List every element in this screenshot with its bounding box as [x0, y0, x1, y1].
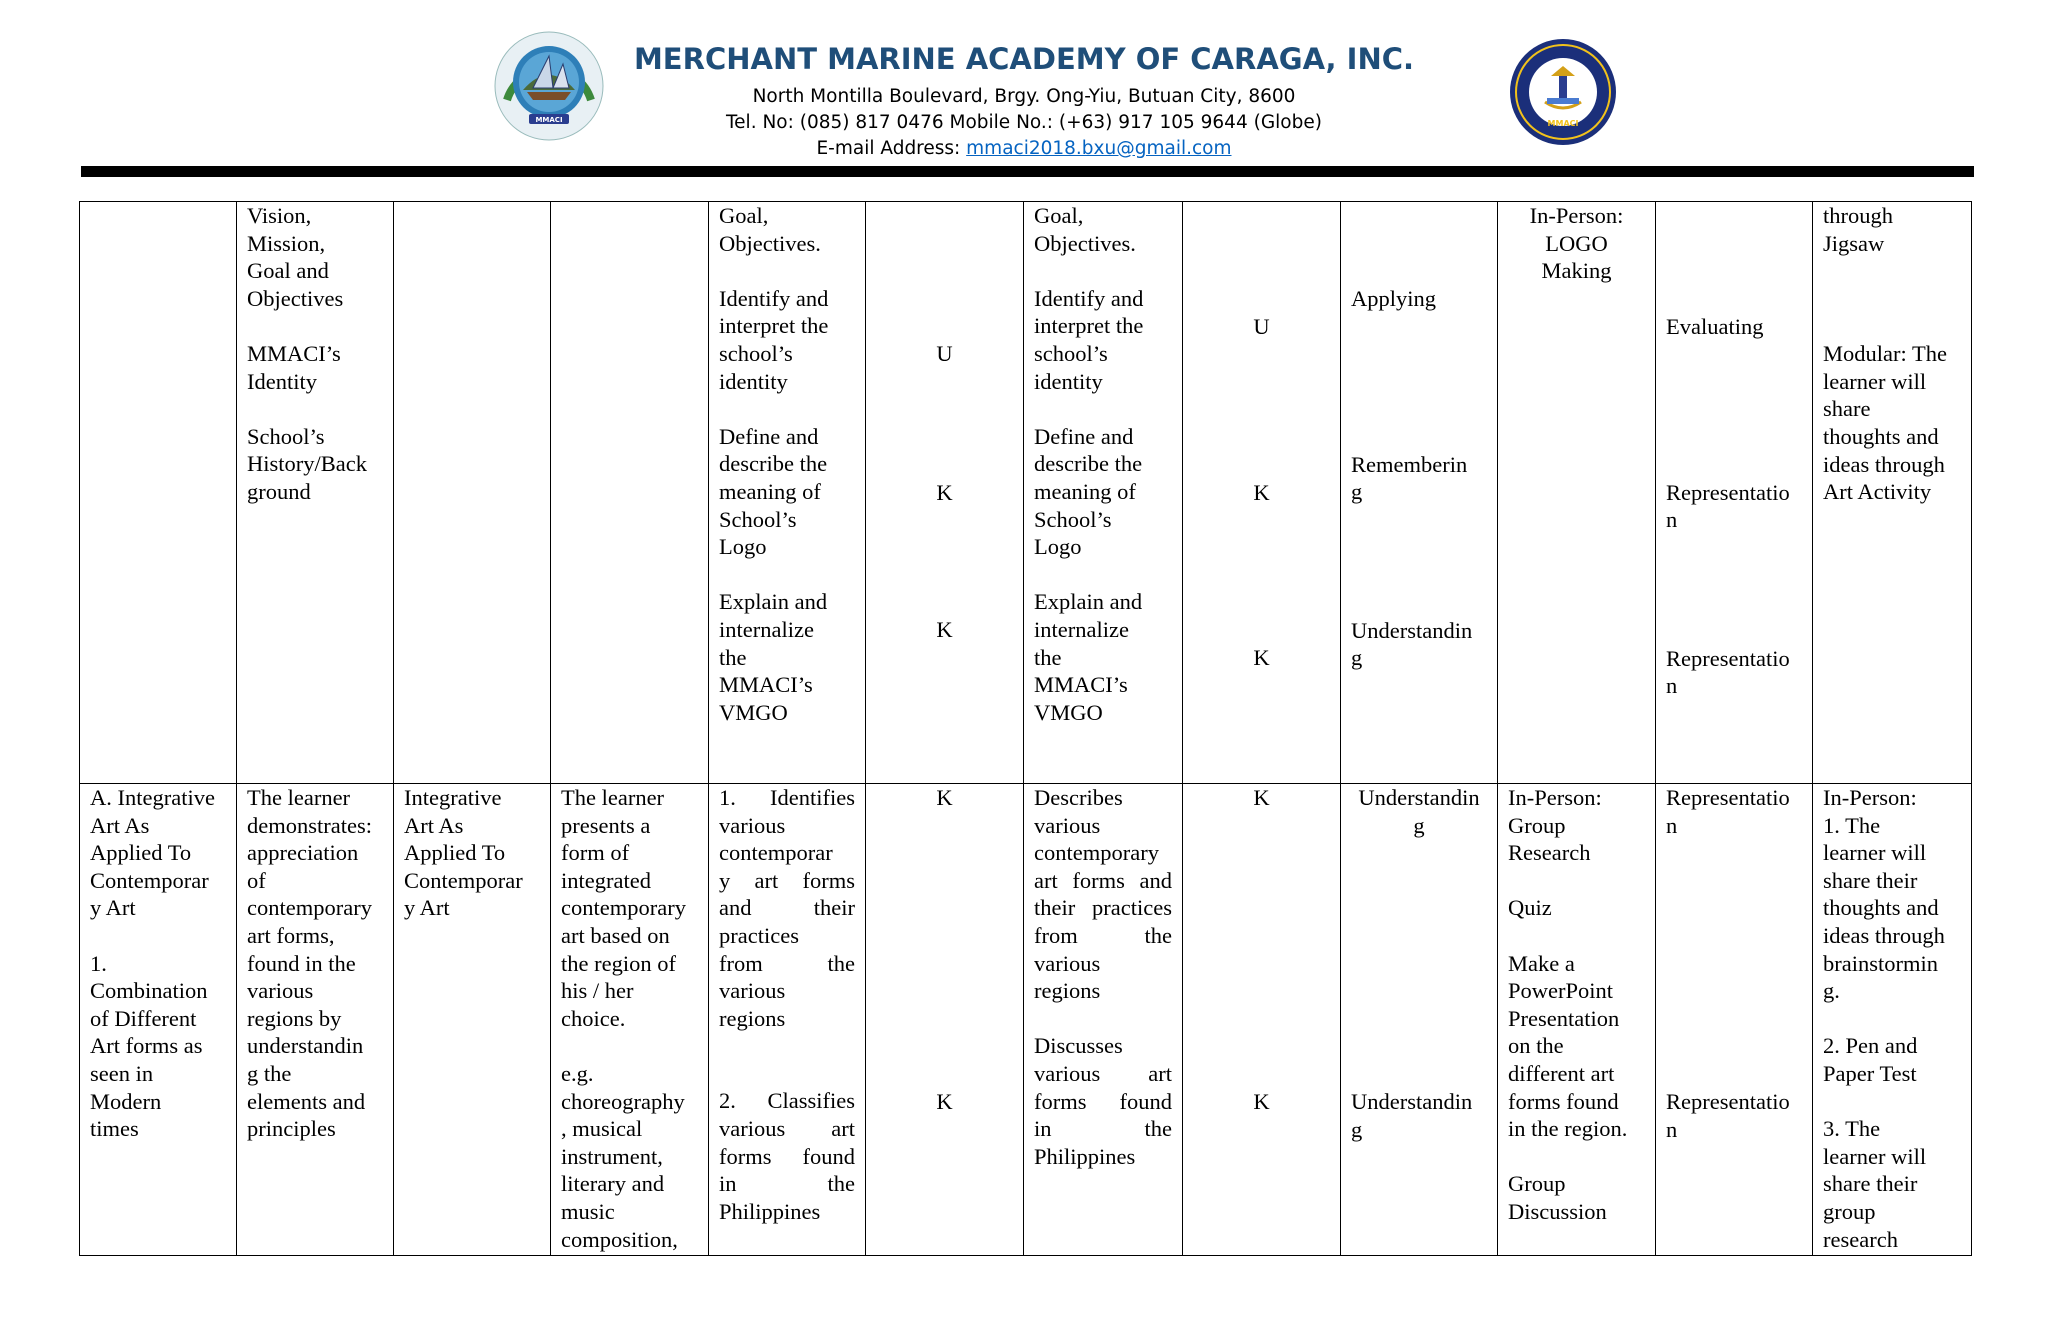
- row1-level-2: Rememberin g: [1351, 451, 1468, 505]
- text-line: contemporar: [719, 840, 833, 866]
- row1-assessment-2: Representatio n: [1666, 479, 1790, 533]
- right-logo-banner: MMACI: [1547, 119, 1579, 128]
- text-line: from the: [1034, 922, 1172, 948]
- row1-activity: In-Person: LOGO Making: [1529, 203, 1624, 284]
- school-email-line: [0, 138, 2048, 159]
- table-cell: [1813, 784, 1972, 1256]
- text-line: 2. Classifies: [719, 1088, 855, 1114]
- text-line: regions: [1034, 978, 1101, 1004]
- row1-strategy-top: through Jigsaw: [1823, 203, 1893, 256]
- email-link[interactable]: mmaci2018.bxu@gmail.com: [966, 138, 1232, 159]
- row1-competency-top: Goal, Objectives.: [1034, 203, 1136, 256]
- row1-kud-b-2: K: [1253, 479, 1270, 505]
- row2-competency-1: [1034, 784, 1172, 1005]
- table-cell: [1498, 784, 1656, 1256]
- text-line: various: [719, 812, 786, 838]
- text-line: forms found: [1034, 1088, 1172, 1114]
- row1-kud-b-3: K: [1253, 645, 1270, 671]
- table-cell: [1813, 202, 1972, 784]
- table-cell: [394, 784, 551, 1256]
- senior-high-school-logo: [1507, 36, 1619, 148]
- text-line: their practices: [1034, 895, 1172, 921]
- table-cell: [1024, 784, 1183, 1256]
- email-label: E-mail Address:: [816, 138, 967, 159]
- row1-strategy-modular: Modular: The learner will share thoughts and ideas through Art Activity: [1823, 341, 1947, 505]
- row1-kud-2: K: [936, 479, 953, 505]
- row2-activity-3: Make a PowerPoint Presentation on the different art forms found in the region.: [1508, 950, 1628, 1142]
- row1-assessment-1: Evaluating: [1666, 314, 1764, 339]
- text-line: Philippines: [1034, 1143, 1136, 1169]
- row1-outcome-1: Identify and interpret the school’s identity: [719, 285, 829, 394]
- row1-competency-3: Explain and internalize the MMACI’s VMGO: [1034, 589, 1143, 725]
- table-row: [80, 784, 1972, 1256]
- text-line: regions: [719, 1005, 786, 1031]
- table-cell: [1341, 784, 1498, 1256]
- table-cell: [866, 202, 1024, 784]
- row2-assessment-1: Representatio n: [1666, 785, 1790, 838]
- row2-activity-4: Group Discussion: [1508, 1171, 1607, 1224]
- row2-content-sub: 1. Combination of Different Art forms as seen in Modern times: [90, 950, 208, 1142]
- table-cell: [709, 784, 866, 1256]
- row2-assessment-2: Representatio n: [1666, 1089, 1790, 1142]
- row2-content-standard: The learner demonstrates: appreciation of contemporary art forms, found in the various regions by understandin g the elements and principles: [247, 785, 372, 1142]
- row1-level-3: Understandin g: [1351, 617, 1473, 671]
- row1-competency-1: Identify and interpret the school’s identity: [1034, 285, 1144, 394]
- row2-kud-2: K: [936, 1088, 953, 1114]
- school-phone: Tel. No: (085) 817 0476 Mobile No.: (+63) 917 105 9644 (Globe): [726, 112, 1322, 133]
- row2-activity-1: In-Person: Group Research: [1508, 785, 1602, 866]
- text-line: various: [1034, 812, 1101, 838]
- table-cell: [551, 202, 709, 784]
- table-cell: [394, 202, 551, 784]
- row2-kud-b-2: K: [1253, 1088, 1270, 1114]
- table-cell: [1656, 784, 1813, 1256]
- row2-competency-2: [1034, 1032, 1172, 1170]
- row1-outcome-3: Explain and internalize the MMACI’s VMGO: [719, 589, 828, 725]
- text-line: various art: [719, 1115, 855, 1141]
- table-cell: [237, 202, 394, 784]
- text-line: Describes: [1034, 785, 1123, 810]
- row2-topic: Integrative Art As Applied To Contemporar y Art: [404, 785, 523, 921]
- text-line: various: [1034, 950, 1101, 976]
- table-row: [80, 202, 1972, 784]
- header-divider: [81, 166, 1974, 177]
- row1-assessment-3: Representatio n: [1666, 645, 1790, 699]
- text-line: various art: [1034, 1060, 1172, 1086]
- table-cell: [80, 784, 237, 1256]
- row1-kud-b-1: U: [1253, 314, 1270, 339]
- letterhead: [0, 0, 2048, 180]
- text-line: in the: [719, 1171, 855, 1197]
- table-cell: [1341, 202, 1498, 784]
- text-line: from the: [719, 950, 855, 976]
- text-line: and their: [719, 895, 855, 921]
- row2-strategy-1: In-Person: 1. The learner will share their thoughts and ideas through brainstormin g.: [1823, 785, 1945, 1004]
- row2-performance-example: e.g. choreography , musical instrument, literary and music composition,: [561, 1060, 685, 1252]
- table-cell: [80, 202, 237, 784]
- curriculum-table: [79, 201, 1972, 1256]
- text-line: in the: [1034, 1116, 1172, 1142]
- table-cell: [551, 784, 709, 1256]
- row2-outcome-1: [719, 784, 855, 1032]
- row1-competency-2: Define and describe the meaning of School’s Logo: [1034, 423, 1143, 560]
- table-cell: [1183, 202, 1341, 784]
- row2-strategy-2: 2. Pen and Paper Test: [1823, 1033, 1918, 1086]
- school-name: MERCHANT MARINE ACADEMY OF CARAGA, INC.: [633, 42, 1415, 76]
- row1-kud-1: U: [936, 341, 953, 366]
- row2-strategy-3: 3. The learner will share their group research: [1823, 1116, 1927, 1252]
- table-cell: [709, 202, 866, 784]
- row1-kud-3: K: [936, 617, 953, 643]
- row2-level-2: Understandin g: [1351, 1089, 1473, 1142]
- table-cell: [1024, 202, 1183, 784]
- left-logo-banner: MMACI: [535, 116, 563, 124]
- row1-outcome-top: Goal, Objectives.: [719, 203, 821, 256]
- row2-performance-standard: The learner presents a form of integrated contemporary art based on the region of his / her choice.: [561, 785, 686, 1031]
- row2-level-1: Understandin g: [1358, 785, 1480, 838]
- text-line: art forms and: [1034, 867, 1172, 893]
- row2-kud-1: K: [936, 785, 953, 810]
- text-line: practices: [719, 922, 799, 948]
- text-line: y art forms: [719, 867, 855, 893]
- text-line: forms found: [719, 1143, 855, 1169]
- text-line: contemporary: [1034, 840, 1159, 866]
- row2-content-title: A. Integrative Art As Applied To Contemporar y Art: [90, 785, 215, 921]
- row1-outcome-2: Define and describe the meaning of School’s Logo: [719, 423, 828, 560]
- text-line: Discusses: [1034, 1033, 1123, 1059]
- row1-level-1: Applying: [1351, 286, 1437, 311]
- table-cell: [866, 784, 1024, 1256]
- text-line: various: [719, 978, 786, 1004]
- table-cell: [1656, 202, 1813, 784]
- table-cell: [1183, 784, 1341, 1256]
- row2-outcome-2: [719, 1087, 855, 1225]
- school-address: North Montilla Boulevard, Brgy. Ong-Yiu, Butuan City, 8600: [752, 86, 1296, 107]
- row2-kud-b-1: K: [1253, 785, 1270, 810]
- table-cell: [1498, 202, 1656, 784]
- row1-topics: Vision, Mission, Goal and Objectives MMACI’s Identity School’s History/Back ground: [247, 203, 367, 504]
- text-line: Philippines: [719, 1198, 821, 1224]
- row2-activity-2: Quiz: [1508, 895, 1552, 921]
- table-cell: [237, 784, 394, 1256]
- text-line: 1. Identifies: [719, 785, 855, 810]
